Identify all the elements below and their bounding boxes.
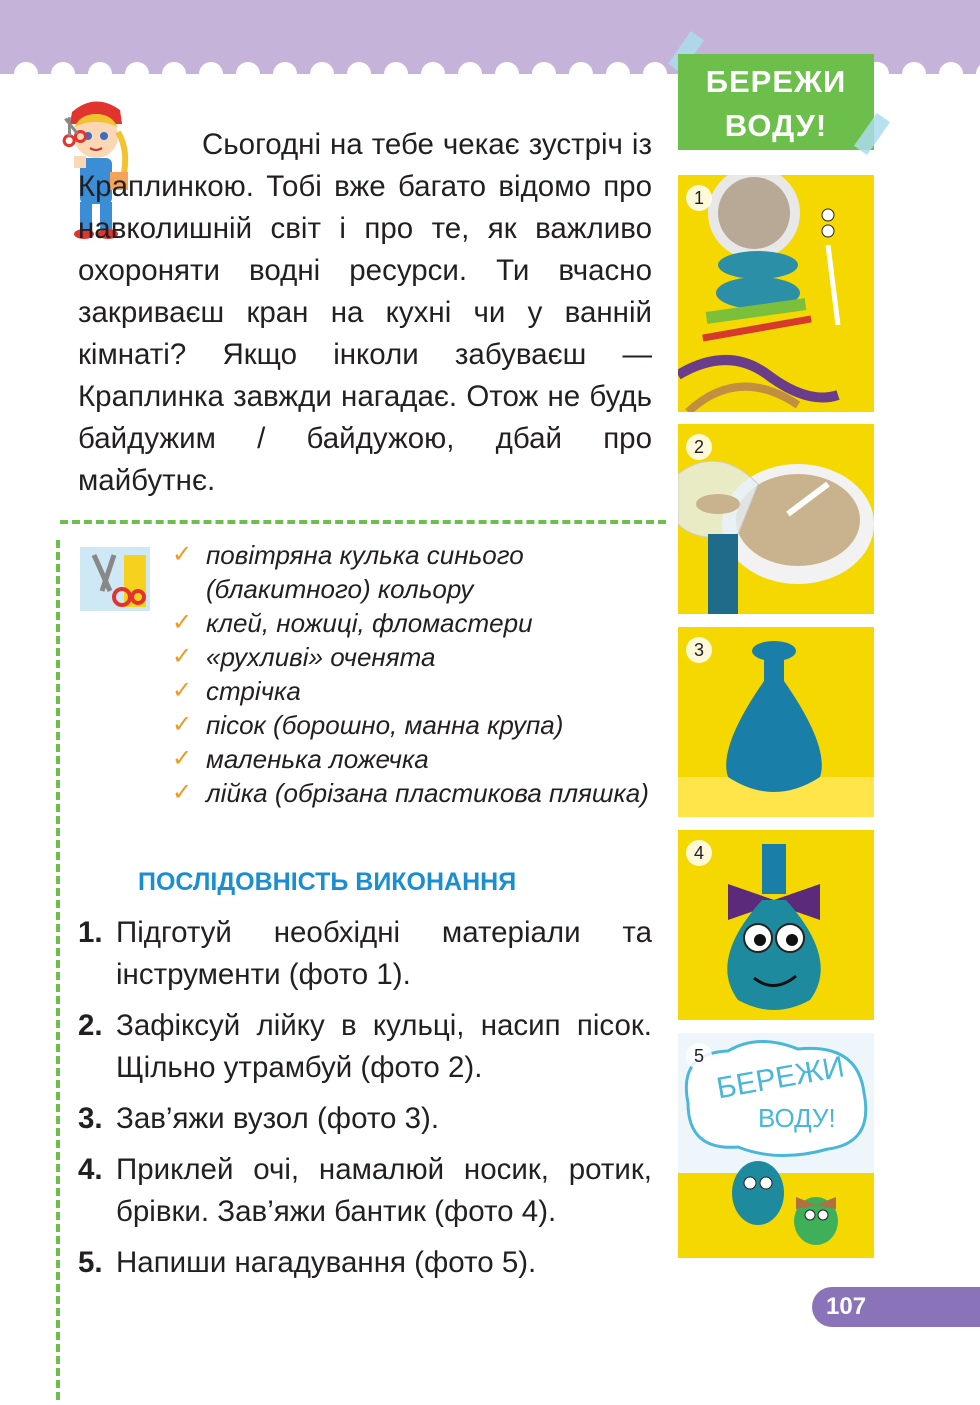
photo-number: 5 [686,1043,712,1069]
tools-icon [80,545,152,613]
intro-text: Сьогодні на тебе чекає зустріч із Краплинкою. Тобі вже багато відомо про навколишній світ і про те, як важливо охороняти водні ресурси. Ти вчасно закриваєш кран на кухні чи у ванній кімнаті? Якщо інколи забуваєш — Краплинка завжди нагадає. Отож не будь байдужим / байдужою, дбай про майбутнє. [78,128,652,497]
step-number: 1. [78,916,103,949]
border-dot [569,62,593,86]
material-item [172,776,652,810]
dashed-divider [60,520,666,524]
title-line-2: ВОДУ! [724,108,828,143]
border-dot [51,62,75,86]
sign-text-2: ВОДУ! [758,1103,836,1133]
border-dot [458,62,482,86]
photo-number: 1 [686,185,712,211]
border-dot [199,62,223,86]
border-dot [643,62,667,86]
step-text: Зафіксуй лійку в кульці, насип пісок. Щільно утрамбуй (фото 2). [116,1009,652,1084]
border-dot [88,62,112,86]
step-text: Підготуй необхідні матеріали та інструменти (фото 1). [116,916,652,991]
step-text: Приклей очі, намалюй носик, ротик, брівки. Зав’яжи бантик (фото 4). [116,1153,652,1228]
photo-number: 2 [686,434,712,460]
border-dot [236,62,260,86]
materials-list [172,538,652,810]
step-number: 2. [78,1009,103,1042]
border-dot [347,62,371,86]
border-dot [939,62,963,86]
material-item [172,742,652,776]
intro-paragraph [78,124,652,502]
checkmark-icon: ✓ [172,609,193,636]
border-dot [495,62,519,86]
material-item [172,674,652,708]
checkmark-icon: ✓ [172,711,193,738]
photo-2 [678,424,874,614]
border-dot [310,62,334,86]
photo-number: 4 [686,840,712,866]
photo-3 [678,627,874,817]
step-text: Зав’яжи вузол (фото 3). [116,1102,440,1135]
step-item [78,1149,652,1233]
step-item [78,1005,652,1089]
step-number: 5. [78,1246,103,1279]
border-dot [273,62,297,86]
page-title [678,54,874,150]
border-dot [606,62,630,86]
material-text: «рухливі» оченята [206,642,436,672]
step-number: 3. [78,1102,103,1135]
photo-1 [678,175,874,412]
border-dot [532,62,556,86]
border-dot [162,62,186,86]
reminder-sign-photo [678,1033,874,1258]
step-text: Напиши нагадування (фото 5). [116,1246,537,1279]
steps-list [78,912,652,1293]
photo-4 [678,830,874,1020]
checkmark-icon: ✓ [172,745,193,772]
border-dot [384,62,408,86]
materials-photo [678,175,874,412]
border-dot [976,62,980,86]
material-item [172,606,652,640]
photo-number: 3 [686,637,712,663]
step-item [78,912,652,996]
step-item [78,1242,652,1284]
page-number: 107 [812,1287,980,1327]
material-text: клей, ножиці, фломастери [206,608,533,638]
material-item [172,538,652,606]
dashed-border [56,540,60,1400]
border-dot [125,62,149,86]
material-text: лійка (обрізана пластикова пляшка) [206,778,649,808]
photo-5 [678,1033,874,1258]
material-text: стрічка [206,676,301,706]
material-item [172,640,652,674]
material-text: пісок (борошно, манна крупа) [206,710,564,740]
step-number: 4. [78,1153,103,1186]
material-text: маленька ложечка [206,744,429,774]
step-item [78,1098,652,1140]
checkmark-icon: ✓ [172,677,193,704]
border-dot [14,62,38,86]
border-dot [902,62,926,86]
title-line-1: БЕРЕЖИ [705,64,847,99]
sign-text-1: БЕРЕЖИ [714,1050,847,1106]
border-dot [421,62,445,86]
material-item [172,708,652,742]
checkmark-icon: ✓ [172,541,193,568]
material-text: повітряна кулька синього (блакитного) кольору [206,540,524,604]
checkmark-icon: ✓ [172,779,193,806]
sequence-heading: ПОСЛІДОВНІСТЬ ВИКОНАННЯ [138,868,517,896]
checkmark-icon: ✓ [172,643,193,670]
